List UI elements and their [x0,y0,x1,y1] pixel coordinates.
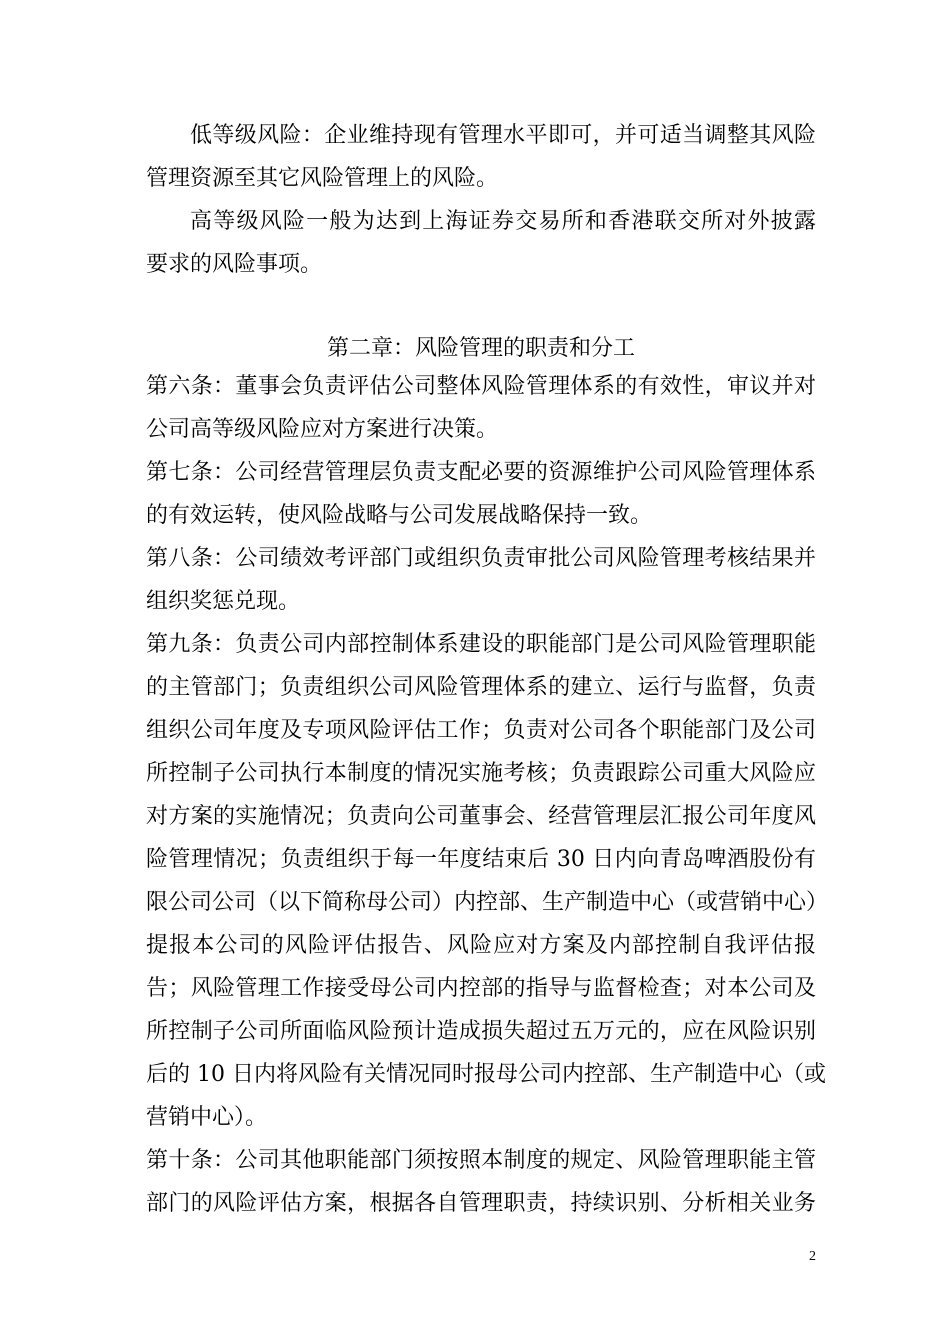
page-number: 2 [809,1249,816,1264]
article-9-line-6: 险管理情况；负责组织于每一年度结束后 30 日内向青岛啤酒股份有 [146,847,816,872]
article-9-line-8: 提报本公司的风险评估报告、风险应对方案及内部控制自我评估报 [146,933,816,958]
article-8-line-1: 第八条：公司绩效考评部门或组织负责审批公司风险管理考核结果并 [146,546,816,571]
paragraph-low-risk-line-2: 管理资源至其它风险管理上的风险。 [146,166,499,191]
article-8-line-2: 组织奖惩兑现。 [146,589,301,614]
article-9-line-5: 对方案的实施情况；负责向公司董事会、经营管理层汇报公司年度风 [146,804,816,829]
article-9-line-7: 限公司公司（以下简称母公司）内控部、生产制造中心（或营销中心） [146,890,829,915]
chapter-heading: 第二章：风险管理的职责和分工 [326,336,635,361]
article-9-line-4: 所控制子公司执行本制度的情况实施考核；负责跟踪公司重大风险应 [146,761,816,786]
paragraph-high-risk-line-2: 要求的风险事项。 [146,252,323,277]
paragraph-high-risk-line-1: 高等级风险一般为达到上海证券交易所和香港联交所对外披露 [190,209,816,234]
article-9-line-2: 的主管部门；负责组织公司风险管理体系的建立、运行与监督，负责 [146,675,816,700]
article-9-line-3: 组织公司年度及专项风险评估工作；负责对公司各个职能部门及公司 [146,718,816,743]
article-7-line-2: 的有效运转，使风险战略与公司发展战略保持一致。 [146,503,653,528]
article-6-line-2: 公司高等级风险应对方案进行决策。 [146,417,499,442]
article-10-line-1: 第十条：公司其他职能部门须按照本制度的规定、风险管理职能主管 [146,1148,816,1173]
article-9-line-10: 所控制子公司所面临风险预计造成损失超过五万元的，应在风险识别 [146,1019,816,1044]
article-9-line-1: 第九条：负责公司内部控制体系建设的职能部门是公司风险管理职能 [146,632,816,657]
article-9-line-9: 告；风险管理工作接受母公司内控部的指导与监督检查；对本公司及 [146,976,816,1001]
paragraph-low-risk-line-1: 低等级风险：企业维持现有管理水平即可，并可适当调整其风险 [190,123,816,148]
article-10-line-2: 部门的风险评估方案，根据各自管理职责，持续识别、分析相关业务 [146,1191,816,1216]
article-9-line-11: 后的 10 日内将风险有关情况同时报母公司内控部、生产制造中心（或 [146,1062,826,1087]
article-6-line-1: 第六条：董事会负责评估公司整体风险管理体系的有效性，审议并对 [146,374,816,399]
article-7-line-1: 第七条：公司经营管理层负责支配必要的资源维护公司风险管理体系 [146,460,816,485]
article-9-line-12: 营销中心）。 [146,1105,268,1130]
